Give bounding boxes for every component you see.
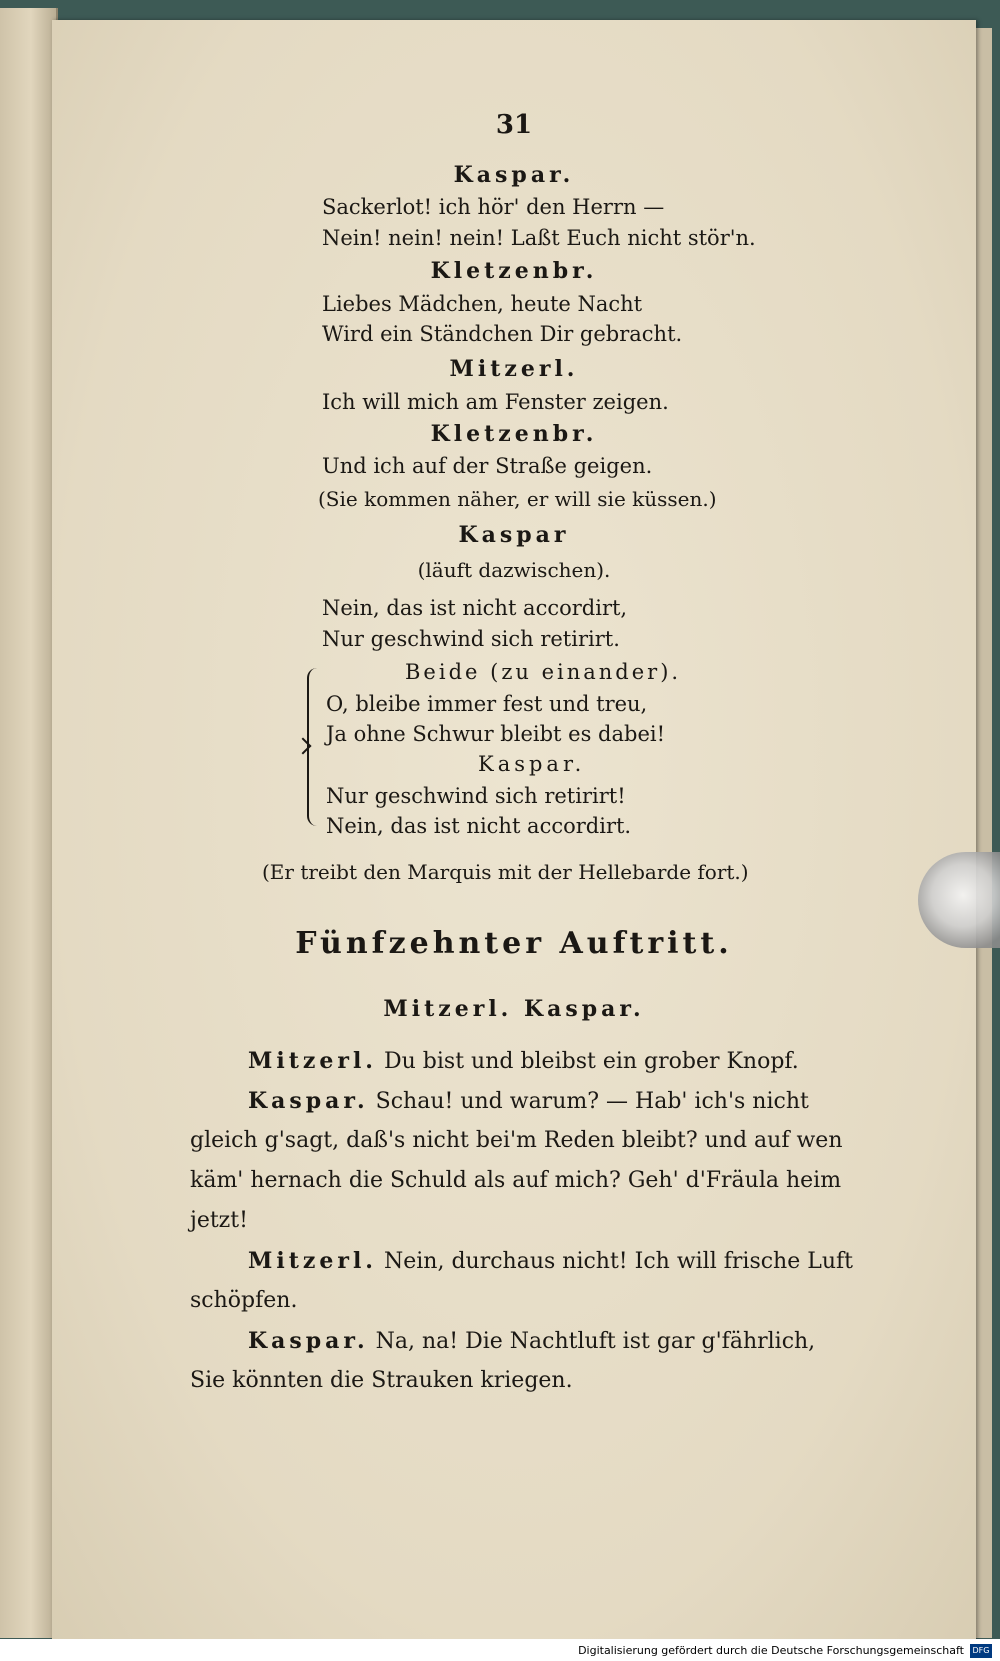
- dialogue-line: [248, 1328, 815, 1354]
- speaker-heading: Kletzenbr.: [430, 258, 598, 284]
- verse-line: Liebes Mädchen, heute Nacht: [322, 292, 643, 316]
- dialogue-text: Du bist und bleibst ein grober Knopf.: [383, 1049, 799, 1074]
- dialogue-line: gleich g'sagt, daß's nicht bei'm Reden bleibt? und auf wen: [190, 1128, 843, 1153]
- stage-direction: (Sie kommen näher, er will sie küssen.): [318, 487, 717, 511]
- digitization-credit: Digitalisierung gefördert durch die Deutsche Forschungsgemeinschaft: [578, 1644, 964, 1657]
- speaker-name: Kaspar.: [248, 1328, 369, 1354]
- dialogue-line: jetzt!: [190, 1208, 248, 1233]
- dialogue-text: Schau! und warum? — Hab' ich's nicht: [375, 1089, 809, 1114]
- verse-line: Nur geschwind sich retirirt!: [326, 784, 626, 808]
- previous-page-edge: [0, 8, 58, 1638]
- verse-line: Sackerlot! ich hör' den Herrn —: [322, 195, 665, 219]
- speaker-heading: Kaspar.: [478, 752, 586, 776]
- dialogue-line: schöpfen.: [190, 1288, 298, 1313]
- dialogue-line: [248, 1048, 799, 1074]
- page-edge-right: [976, 28, 992, 1638]
- dialogue-line: [248, 1088, 809, 1114]
- stage-direction: (läuft dazwischen).: [417, 558, 611, 582]
- scene-cast: Mitzerl. Kaspar.: [383, 996, 645, 1022]
- dialogue-line: Sie könnten die Strauken kriegen.: [190, 1368, 573, 1393]
- verse-line: Nein, das ist nicht accordirt.: [326, 814, 632, 838]
- verse-line: Ja ohne Schwur bleibt es dabei!: [326, 722, 666, 746]
- dialogue-text: Na, na! Die Nachtluft ist gar g'fährlich,: [375, 1329, 816, 1354]
- speaker-name: Kaspar.: [248, 1088, 369, 1114]
- dialogue-line: käm' hernach die Schuld als auf mich? Geh' d'Fräula heim: [190, 1168, 842, 1193]
- scene-heading: Fünfzehnter Auftritt.: [295, 926, 733, 961]
- verse-line: O, bleibe immer fest und treu,: [326, 692, 648, 716]
- verse-line: Nur geschwind sich retirirt.: [322, 627, 620, 651]
- speaker-heading: Beide (zu einander).: [405, 660, 682, 684]
- speaker-name: Mitzerl.: [248, 1248, 377, 1274]
- stage-direction: (Er treibt den Marquis mit der Hellebarde fort.): [262, 860, 749, 884]
- verse-line: Wird ein Ständchen Dir gebracht.: [322, 322, 683, 346]
- dfg-logo: DFG: [970, 1644, 992, 1658]
- speaker-heading: Kaspar.: [453, 162, 575, 188]
- speaker-heading: Kaspar: [458, 522, 570, 548]
- page-number: 31: [495, 110, 533, 140]
- verse-line: Nein! nein! nein! Laßt Euch nicht stör'n.: [322, 226, 756, 250]
- dialogue-text: Nein, durchaus nicht! Ich will frische Luft: [383, 1249, 853, 1274]
- dialogue-line: [248, 1248, 853, 1274]
- speaker-name: Mitzerl.: [248, 1048, 377, 1074]
- speaker-heading: Kletzenbr.: [430, 421, 598, 447]
- speaker-heading: Mitzerl.: [449, 356, 579, 382]
- verse-line: Und ich auf der Straße geigen.: [322, 454, 653, 478]
- verse-line: Ich will mich am Fenster zeigen.: [322, 390, 669, 414]
- verse-line: Nein, das ist nicht accordirt,: [322, 596, 628, 620]
